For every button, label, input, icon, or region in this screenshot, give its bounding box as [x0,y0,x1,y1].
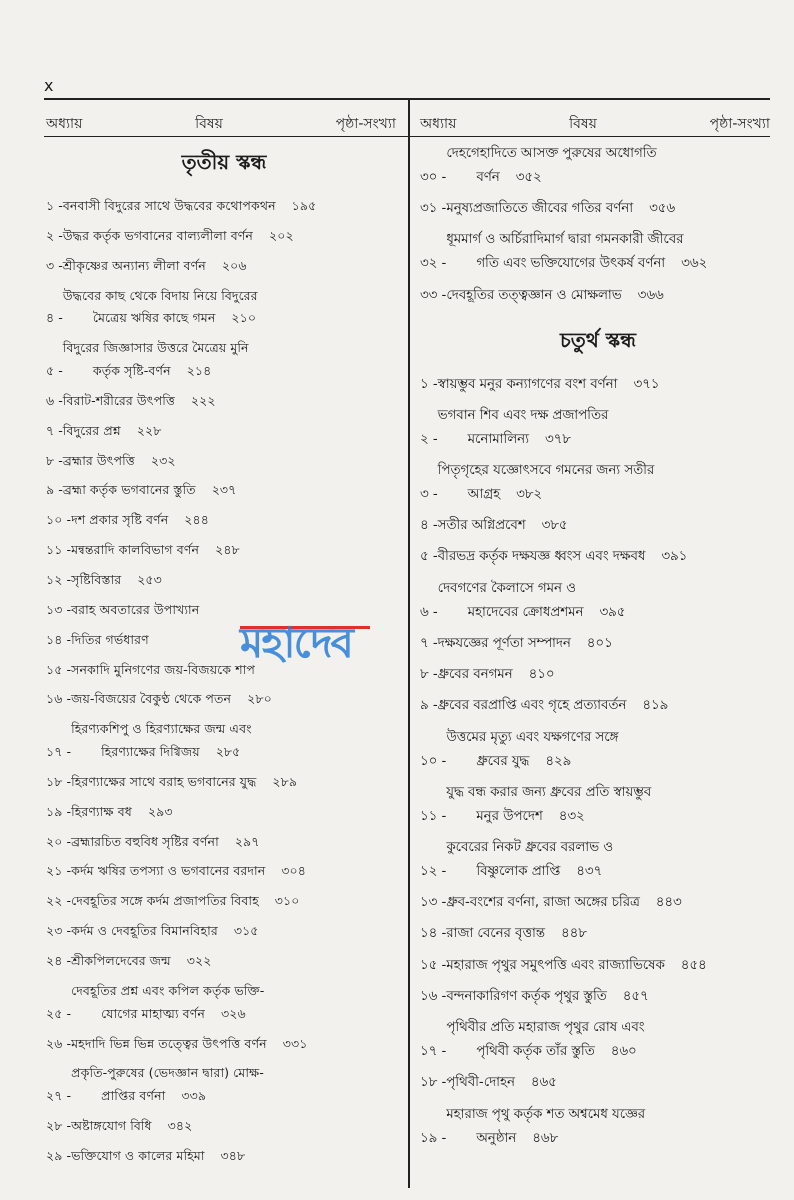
toc-entry [46,801,402,824]
chapter-number: ২৯ - [46,1147,72,1163]
page-number-value: ৩৪৮ [220,1147,246,1163]
watermark-logo: মহাদেব [240,618,352,667]
chapter-number: ২৬ - [46,1035,72,1051]
toc-entry [420,836,776,884]
chapter-title [71,950,402,973]
chapter-number: ১৫ - [46,661,72,677]
toc-entry [420,632,776,656]
chapter-number: ১৭ - [420,1044,447,1060]
chapter-title-line: যুদ্ধ বন্ধ করার জন্য ধ্রুবের প্রতি স্বায়ম্ভুব [446,784,652,800]
toc-entry [420,545,776,569]
toc-entry [420,404,776,452]
chapter-title [438,577,776,625]
toc-entry [46,860,402,883]
chapter-title-line: সৃষ্টিবিস্তার [71,572,122,587]
header-page: পৃষ্ঠা-সংখ্যা [335,116,396,132]
chapter-number: ১৯ - [420,1130,447,1146]
chapter-number: ১৮ - [420,1075,447,1091]
page-number-value: ২১৪ [186,363,212,379]
chapter-title-line: উদ্ধবের কাছ থেকে বিদায় নিয়ে বিদুরের [62,287,258,303]
chapter-title [446,1103,776,1151]
chapter-number: ১৬ - [420,988,447,1004]
chapter-title-line: কুবেরের নিকট ধ্রুবের বরলাভ ও [446,840,614,855]
chapter-number: ২০ - [46,833,72,849]
toc-entry [420,1103,776,1151]
chapter-title [438,545,776,569]
toc-entry [46,337,402,383]
chapter-number: ২১ - [46,863,72,879]
toc-entry [46,390,402,413]
chapter-title [438,404,776,452]
chapter-title-line: দেবহূতির সঙ্গে কর্দম প্রজাপতির বিবাহ [71,893,259,909]
page-number-value: ৩৮২ [516,486,543,502]
toc-entry [420,954,776,978]
chapter-number: ১০ - [46,512,72,528]
chapter-title [63,255,402,278]
page-number-value: ৩৮৫ [541,518,568,534]
chapter-title-line: ধ্রুবের বনগমন [437,667,513,683]
chapter-title [438,514,776,538]
chapter-title [446,836,776,884]
section-heading-fourth: চতুর্থ স্কন্ধ [560,327,636,352]
toc-entry [46,1115,402,1138]
toc-entry [420,1071,776,1095]
chapter-title [71,509,402,532]
page-number-value: ৪৩২ [558,808,585,824]
page-number-value: ২৯৭ [234,833,260,849]
page-number-value: ৩৫৬ [649,201,676,217]
chapter-number: ১৭ - [46,744,72,760]
chapter-number: ১৪ - [420,926,447,942]
page-number-value: ৪১০ [528,667,555,683]
chapter-title-line: অনুষ্ঠান [476,1130,517,1146]
chapter-title [71,569,402,592]
toc-entry [46,890,402,913]
chapter-title-line: দক্ষযজ্ঞের পূর্ণতা সম্পাদন [437,635,571,651]
chapter-number: ৮ - [46,452,63,468]
page-number-value: ২৩২ [150,452,176,468]
chapter-title-line: পৃথিবী কর্তৃক তাঁর স্তুতি [476,1044,595,1060]
chapter-number: ৬ - [420,604,438,620]
chapter-title [71,1062,402,1108]
chapter-title-line: দশ প্রকার সৃষ্টি বর্ণন [71,512,169,528]
chapter-title-line: সতীর অগ্নিপ্রবেশ [437,518,526,534]
page-number-value [207,602,215,617]
page-number-value: ২০৬ [221,257,247,273]
page-number-value: ২৮০ [247,691,272,707]
chapter-number: ৫ - [46,363,63,379]
chapter-title-line: জয়-বিজয়ের বৈকুণ্ঠ থেকে পতন [71,691,232,707]
chapter-title-line: পৃথিবীর প্রতি মহারাজ পৃথুর রোষ এবং [446,1020,645,1036]
chapter-number: ২৫ - [46,1005,72,1021]
toc-entry [420,142,776,190]
chapter-number: ১ - [420,376,438,392]
chapter-title [446,985,776,1009]
chapter-title-line: বর্ণন [476,169,500,185]
chapter-title-line: হিরণ্যাক্ষ বধ [71,803,132,819]
page-number-value: ৩০৪ [281,863,307,879]
chapter-title-line: মনোমালিন্য [467,431,529,447]
chapter-title [71,980,402,1026]
chapter-title-line: মহাদেবের ক্রোধপ্রশমন [467,604,584,620]
page-number-value: ৪৬০ [610,1044,637,1060]
chapter-title [71,659,402,682]
chapter-title-line: যোগের মাহাত্ম্য বর্ণন [101,1005,205,1021]
chapter-title-line: ধ্রুবের যুদ্ধ [476,753,530,769]
chapter-number: ১২ - [420,863,447,879]
chapter-title [446,197,776,221]
chapter-title [63,479,402,502]
chapter-number: ৩১ - [420,201,447,217]
chapter-number: ৩২ - [420,256,447,272]
section-heading-third: তৃতীয় স্কন্ধ [181,150,267,174]
chapter-title-line: উত্তমের মৃত্যু এবং যক্ষগণের সঙ্গে [446,729,619,745]
chapter-number: ৩ - [46,257,63,273]
toc-entry [420,985,776,1009]
top-rule [44,98,770,100]
chapter-number: ৪ - [420,518,438,534]
chapter-title [71,718,402,764]
chapter-title [71,831,402,854]
chapter-number: ১৯ - [46,803,72,819]
toc-entry [420,373,776,397]
chapter-title-line: পিতৃগৃহের যজ্ঞোৎসবে গমনের জন্য সতীর [437,463,655,478]
page-number-value: ২৮৯ [272,773,298,789]
chapter-title-line: ধূমমার্গ ও অর্চিরাদিমার্গ দ্বারা গমনকারী জীবের [446,232,684,248]
chapter-title-line: দেবহূতির প্রশ্ন এবং কপিল কর্তৃক ভক্তি- [71,982,265,998]
toc-list-right-top [420,142,776,308]
chapter-title-line: মহারাজ পৃথু কর্তৃক শত অশ্বমেধ যজ্ঞের [446,1106,646,1122]
chapter-number: ৫ - [420,549,438,565]
page-number-value: ৪৬৮ [532,1130,559,1146]
chapter-title [438,373,776,397]
chapter-number: ৩৩ - [420,287,447,303]
chapter-number: ২২ - [46,893,72,909]
chapter-number: ৯ - [46,482,63,498]
toc-entry [420,781,776,829]
page-number-value: ৩৫২ [515,169,542,185]
chapter-title-line: মনুর উপদেশ [476,808,543,824]
toc-entry [46,420,402,443]
chapter-title-line: বনবাসী বিদুরের সাথে উদ্ধবের কথোপকথন [62,198,276,213]
chapter-title-line: বন্দনাকারিগণ কর্তৃক পৃথুর স্তুতি [446,988,607,1004]
chapter-title [63,450,402,473]
page-number-value: ৩৭৮ [544,431,571,447]
chapter-title [438,632,776,656]
page-number-value: ৪২৯ [545,753,572,769]
page-number-value: ১৯৫ [291,198,317,213]
chapter-title-line: অষ্টাঙ্গযোগ বিধি [71,1118,152,1134]
chapter-title-line: স্বায়ম্ভুব মনুর কন্যাগণের বংশ বর্ণনা [437,376,618,392]
chapter-number: ৩০ - [420,169,447,185]
chapter-title-line: মন্বন্তরাদি কালবিভাগ বর্ণন [71,542,200,558]
toc-entry [46,479,402,502]
toc-entry [46,195,402,218]
chapter-title-line: দেহগেহাদিতে আসক্ত পুরুষের অধোগতি [446,146,657,161]
chapter-number: ২ - [46,227,63,243]
page-number-value: ৪১৯ [642,698,669,714]
chapter-title-line: মনুষ্যপ্রজাতিতে জীবের গতির বর্ণনা [446,201,634,217]
toc-entry [46,831,402,854]
toc-entry [420,459,776,507]
chapter-number: ২৩ - [46,923,72,939]
toc-entry [420,726,776,774]
page-number-value: ৩৭১ [633,376,660,392]
chapter-title-line: বিদুরের প্রশ্ন [62,422,121,438]
chapter-number: ৯ - [420,698,438,714]
toc-list-right [420,373,776,1151]
chapter-title-line: দেবহূতির তত্ত্বজ্ঞান ও মোক্ষলাভ [446,287,622,303]
page-number-value: ২৪৮ [215,542,240,558]
chapter-title [438,694,776,718]
chapter-title [446,954,776,978]
page-number-value: ৪৫৪ [680,957,707,973]
chapter-title-line: ব্রহ্মারচিত বহুবিধ সৃষ্টির বর্ণনা [71,833,219,849]
header-rule [44,136,770,137]
chapter-title-line: উদ্ধর কর্তৃক ভগবানের বাল্যলীলা বর্ণন [62,227,254,243]
page-number-value: ৩২৬ [220,1005,246,1021]
page-number-value: ৪৪৩ [655,895,682,911]
chapter-number: ৭ - [46,422,63,438]
page-number-value: ২১০ [231,310,257,326]
page-number-value: ৩৩৯ [181,1088,207,1104]
toc-list-left [46,195,402,1168]
page-number-value: ২৫৩ [137,572,162,587]
chapter-title-line: বিষ্ণুলোক প্রাপ্তি [476,863,561,879]
chapter-title-line: মহদাদি ভিন্ন ভিন্ন তত্ত্বের উৎপত্তি বর্ণন [71,1035,267,1051]
page-number-value: ৪০১ [586,635,613,651]
page-number-value: ৩৬২ [681,256,708,272]
chapter-number: ১৬ - [46,691,72,707]
chapter-title [71,860,402,883]
chapter-title [63,195,402,218]
chapter-number: ১০ - [420,753,447,769]
chapter-title-line: ব্রহ্মার উৎপত্তি [62,452,135,468]
toc-entry [46,285,402,331]
chapter-number: ১১ - [46,542,72,558]
page-number-value: ৩৯১ [661,549,688,565]
page-number-value: ২৪৪ [184,512,210,528]
chapter-number: ১৮ - [46,773,72,789]
page-number-value [157,632,165,647]
toc-entry [46,718,402,764]
chapter-title [71,890,402,913]
toc-entry [46,771,402,794]
chapter-title [438,663,776,687]
page-number-value: ৩১০ [274,893,300,909]
toc-entry [420,514,776,538]
chapter-number: ৩ - [420,486,438,502]
toc-entry [420,922,776,946]
header-chapter: অধ্যায় [46,116,83,132]
toc-entry [46,688,402,711]
toc-entry [420,197,776,221]
page-number-value: ৩৩১ [282,1035,308,1051]
toc-entry [46,980,402,1026]
chapter-title [71,771,402,794]
chapter-number: ১২ - [46,572,72,587]
chapter-title-line: দেবগণের কৈলাসে গমন ও [437,580,576,596]
chapter-title-line: ব্রহ্মা কর্তৃক ভগবানের স্তুতি [62,482,196,498]
chapter-title-line: শ্রীকৃষ্ণের অন্যান্য লীলা বর্ণন [62,257,206,273]
chapter-title [446,1071,776,1095]
chapter-title-line: হিরণ্যাক্ষের দিগ্বিজয় [101,744,200,760]
toc-entry [420,663,776,687]
chapter-title-line: সনকাদি মুনিগণের জয়-বিজয়কে শাপ [71,661,255,677]
page-number-value: ২২৮ [136,422,162,438]
right-column [420,142,776,1158]
toc-entry [420,577,776,625]
chapter-title-line: বরাহ অবতারের উপাখ্যান [71,601,200,617]
toc-entry [420,228,776,276]
chapter-title-line: কর্দম ঋষির তপস্যা ও ভগবানের বরদান [71,863,266,879]
toc-entry [46,1145,402,1168]
toc-entry [46,539,402,562]
chapter-title-line: গতি এবং ভক্তিযোগের উৎকর্ষ বর্ণনা [476,256,666,272]
page-number-value: ২০২ [269,227,294,243]
chapter-title-line: মহারাজ পৃথুর সমুৎপত্তি এবং রাজ্যাভিষেক [446,957,665,973]
chapter-title-line: মৈত্রেয় ঋষির কাছে গমন [92,310,216,326]
chapter-title-line: শ্রীকপিলদেবের জন্ম [71,952,171,968]
chapter-title [63,420,402,443]
page-number-value: ৪৬৫ [530,1075,557,1091]
chapter-number: ১১ - [420,808,447,824]
chapter-number: ১৫ - [420,957,447,973]
chapter-title-line: আগ্রহ [467,486,501,502]
toc-entry [46,509,402,532]
toc-entry [46,1062,402,1108]
chapter-title-line: দিতির গর্ভধারণ [71,631,149,647]
chapter-title-line: ধ্রুব-বংশের বর্ণনা, রাজা অঙ্গের চরিত্র [446,895,640,911]
chapter-title [438,459,776,507]
chapter-title [71,801,402,824]
header-subject: বিষয় [569,116,597,132]
page-number-value: ৩১৫ [233,923,259,939]
chapter-title [446,726,776,774]
toc-entry [420,694,776,718]
chapter-title-line: ভগবান শিব এবং দক্ষ প্রজাপতির [437,407,609,423]
right-column-header [420,112,770,136]
chapter-title-line: হিরণ্যকশিপু ও হিরণ্যাক্ষের জন্ম এবং [71,721,252,737]
page-number-value: ৪৫৭ [622,988,649,1004]
chapter-title [71,1115,402,1138]
left-column-header [46,112,396,136]
chapter-number: ৮ - [420,667,438,683]
chapter-number: ৭ - [420,635,438,651]
chapter-number: ১৩ - [46,601,72,617]
chapter-title-line: বিদুরের জিজ্ঞাসার উত্তরে মৈত্রেয় মুনি [62,340,249,356]
page-number-value: ২২২ [190,392,216,408]
toc-entry [46,920,402,943]
chapter-title-line: ধ্রুবের বরপ্রাপ্তি এবং গৃহে প্রত্যাবর্তন [437,698,627,714]
page-number-value: ৩২২ [186,952,212,968]
toc-entry [420,284,776,308]
page-number-value: ৩৪২ [167,1118,193,1134]
chapter-title [446,284,776,308]
chapter-title [446,891,776,915]
chapter-title-line: ভক্তিযোগ ও কালের মহিমা [71,1147,205,1163]
chapter-title-line: পৃথিবী-দোহন [446,1075,515,1091]
chapter-title [446,142,776,190]
chapter-title [71,688,402,711]
chapter-title [71,1145,402,1168]
chapter-title-line: রাজা বেনের বৃত্তান্ত [446,926,545,942]
chapter-title [446,781,776,829]
chapter-title [71,539,402,562]
chapter-title [71,920,402,943]
chapter-number: ৬ - [46,392,63,408]
chapter-title [71,1033,402,1056]
chapter-title [71,629,402,652]
chapter-number: ৪ - [46,310,63,326]
toc-entry [46,1033,402,1056]
toc-entry [420,1016,776,1064]
chapter-title [63,337,402,383]
toc-entry [46,569,402,592]
page-number-value: ২৩৭ [211,482,237,498]
page-number-value: ৩৯৫ [599,604,626,620]
toc-entry [46,450,402,473]
page-number-value: ৪৩৭ [576,863,603,879]
chapter-number: ২৮ - [46,1118,72,1134]
header-chapter: অধ্যায় [420,116,457,132]
toc-entry [46,950,402,973]
header-subject: বিষয় [195,116,223,132]
page-number-value: ২৮৫ [215,744,241,760]
toc-entry [420,891,776,915]
chapter-title-line: বীরভদ্র কর্তৃক দক্ষযজ্ঞ ধ্বংস এবং দক্ষবধ [437,549,646,565]
chapter-title [63,390,402,413]
chapter-number: ২৪ - [46,952,72,968]
toc-entry [46,255,402,278]
page-number-value: ৩৬৬ [637,287,664,303]
chapter-title-line: হিরণ্যাক্ষের সাথে বরাহ ভগবানের যুদ্ধ [71,773,257,789]
chapter-title [63,225,402,248]
chapter-number: ১৪ - [46,631,72,647]
header-page: পৃষ্ঠা-সংখ্যা [709,116,770,132]
chapter-title [446,922,776,946]
column-divider [408,98,410,1188]
page-number: x [44,76,54,95]
chapter-title [446,228,776,276]
toc-entry [46,225,402,248]
chapter-title-line: প্রকৃতি-পুরুষের (ভেদজ্ঞান দ্বারা) মোক্ষ- [71,1065,264,1081]
chapter-title [71,599,402,622]
chapter-number: ২ - [420,431,438,447]
chapter-number: ২৭ - [46,1088,72,1104]
chapter-title-line: কর্দম ও দেবহূতির বিমানবিহার [71,923,218,939]
page-number-value: ২৯৩ [147,803,173,819]
chapter-number: ১৩ - [420,895,447,911]
chapter-title-line: কর্তৃক সৃষ্টি-বর্ণন [92,363,171,379]
chapter-number: ১ - [46,198,63,213]
chapter-title-line: প্রাপ্তির বর্ণনা [101,1088,166,1104]
chapter-title-line: বিরাট-শরীরের উৎপত্তি [62,392,175,408]
chapter-title [63,285,402,331]
page-number-value: ৪৪৮ [560,926,587,942]
chapter-title [446,1016,776,1064]
